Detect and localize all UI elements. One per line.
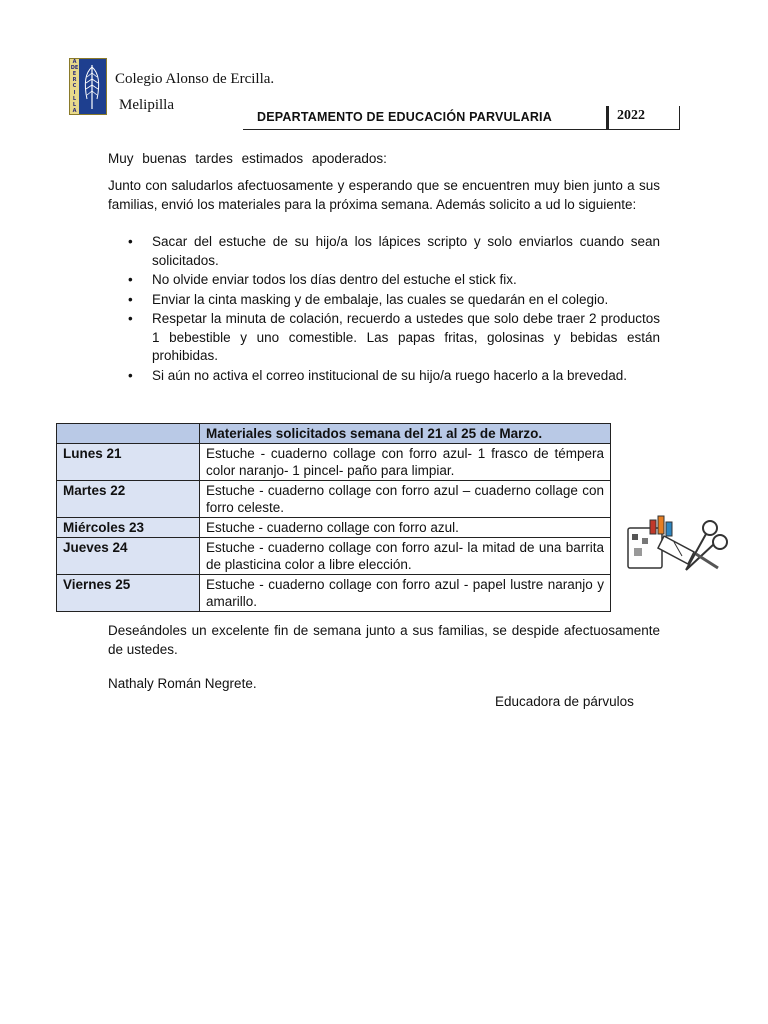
intro-paragraph: Junto con saludarlos afectuosamente y esperando que se encuentren muy bien junto a sus familias, envió los materiales para la próxima semana. Además solicito a ud lo siguiente: xyxy=(108,178,660,212)
logo-letter: L xyxy=(72,95,77,102)
bullet-icon: • xyxy=(128,367,133,383)
signature-name: Nathaly Román Negrete. xyxy=(108,676,257,691)
department-title: DEPARTAMENTO DE EDUCACIÓN PARVULARIA xyxy=(257,110,552,124)
list-item xyxy=(128,310,660,366)
list-item xyxy=(128,233,660,270)
table-row xyxy=(57,481,611,518)
greeting: Muy buenas tardes estimados apoderados: xyxy=(108,151,387,166)
list-item-text: Sacar del estuche de su hijo/a los lápices scripto y solo enviarlos cuando sean solicitados. xyxy=(152,234,660,268)
logo-letter: R xyxy=(72,77,77,84)
year-label: 2022 xyxy=(617,108,645,123)
list-item-text: Respetar la minuta de colación, recuerdo a ustedes que solo debe traer 2 productos 1 bebestible y uno comestible. Las papas fritas, golosinas y bebidas están prohibidas. xyxy=(152,311,660,363)
table-row xyxy=(57,575,611,612)
materials-cell: Estuche - cuaderno collage con forro azul. xyxy=(200,518,611,538)
list-item xyxy=(128,271,660,290)
school-supplies-icon xyxy=(624,512,728,576)
day-cell: Jueves 24 xyxy=(57,538,200,575)
closing-paragraph: Deseándoles un excelente fin de semana junto a sus familias, se despide afectuosamente de ustedes. xyxy=(108,623,660,657)
logo-letter: C xyxy=(72,83,77,90)
bullet-icon: • xyxy=(128,272,133,287)
day-cell: Miércoles 23 xyxy=(57,518,200,538)
list-item-text: No olvide enviar todos los días dentro del estuche el stick fix. xyxy=(152,272,517,287)
table-row xyxy=(57,518,611,538)
table-header-cell: Materiales solicitados semana del 21 al 25 de Marzo. xyxy=(200,424,611,444)
logo-letter-stripe xyxy=(70,59,79,114)
signature-role: Educadora de párvulos xyxy=(495,694,634,709)
table-row xyxy=(57,444,611,481)
logo-feather-panel xyxy=(79,59,106,114)
materials-cell: Estuche - cuaderno collage con forro azul - papel lustre naranjo y amarillo. xyxy=(200,575,611,612)
logo-letter: DE xyxy=(70,65,79,72)
materials-cell: Estuche - cuaderno collage con forro azul- la mitad de una barrita de plasticina color a libre elección. xyxy=(200,538,611,575)
bullet-icon: • xyxy=(128,291,133,307)
day-cell: Martes 22 xyxy=(57,481,200,518)
day-cell: Lunes 21 xyxy=(57,444,200,481)
logo-letter: E xyxy=(72,71,77,78)
table-row xyxy=(57,538,611,575)
materials-table xyxy=(56,423,611,612)
department-banner xyxy=(243,106,680,130)
list-item-text: Si aún no activa el correo institucional de su hijo/a ruego hacerlo a la brevedad. xyxy=(152,367,628,383)
school-city: Melipilla xyxy=(119,97,174,113)
logo-letter: L xyxy=(72,101,77,108)
day-cell: Viernes 25 xyxy=(57,575,200,612)
materials-cell: Estuche - cuaderno collage con forro azul- 1 frasco de témpera color naranjo- 1 pincel- paño para limpiar. xyxy=(200,444,611,481)
bullet-icon: • xyxy=(128,234,133,249)
school-name: Colegio Alonso de Ercilla. xyxy=(115,71,275,87)
logo-letter: A xyxy=(72,59,77,66)
table-header-row xyxy=(57,424,611,444)
bullet-icon: • xyxy=(128,311,133,326)
materials-cell: Estuche - cuaderno collage con forro azul – cuaderno collage con forro celeste. xyxy=(200,481,611,518)
table-header-empty-cell xyxy=(57,424,200,444)
list-item xyxy=(128,291,660,310)
logo-letter: A xyxy=(72,107,77,114)
school-logo xyxy=(69,58,107,115)
list-item xyxy=(128,367,660,386)
banner-divider xyxy=(606,106,609,129)
logo-letter: I xyxy=(73,89,76,96)
list-item-text: Enviar la cinta masking y de embalaje, las cuales se quedarán en el colegio. xyxy=(152,291,609,307)
feather-icon xyxy=(79,59,105,114)
request-list xyxy=(128,233,660,386)
